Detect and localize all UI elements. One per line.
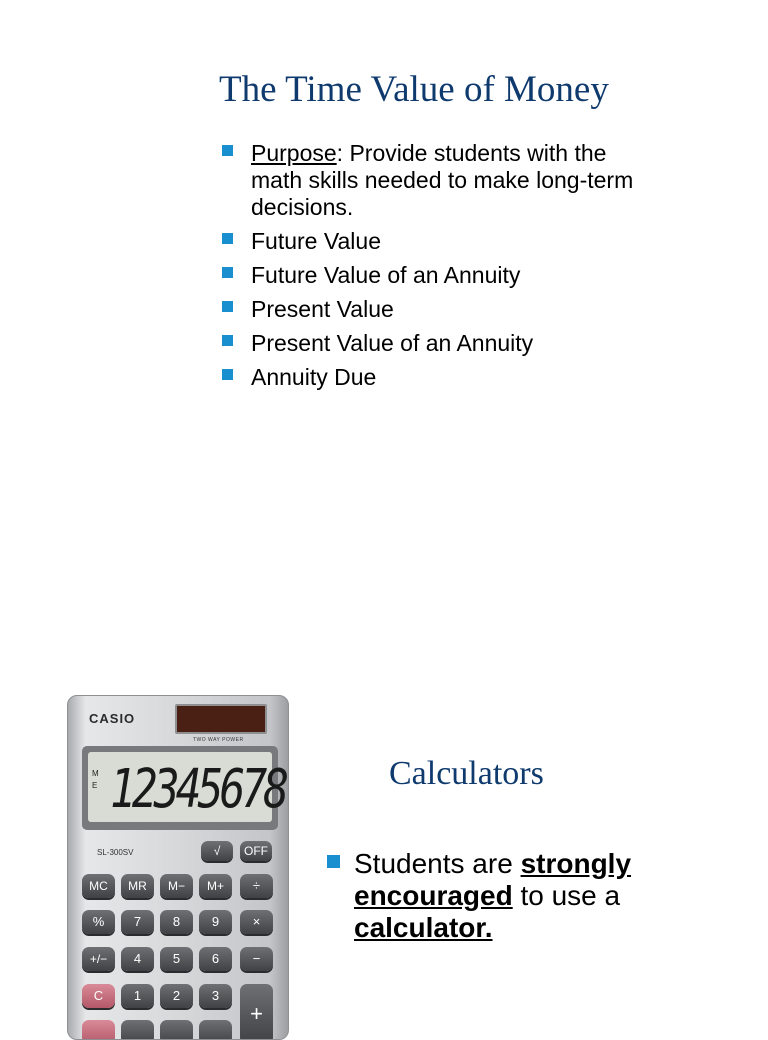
multiply-key: × [240, 910, 273, 934]
slide-calculators [0, 640, 768, 1024]
five-key: 5 [160, 947, 193, 971]
four-key: 4 [121, 947, 154, 971]
minus-key: − [240, 947, 273, 971]
bullet-item [222, 296, 662, 323]
m-minus-key: M− [160, 874, 193, 898]
square-bullet-icon [222, 301, 233, 312]
plus-key: + [240, 984, 273, 1040]
eight-key: 8 [160, 910, 193, 934]
calculator-brand: CASIO [89, 711, 136, 726]
display-digits: 12345678 [110, 758, 286, 821]
bottom-key [121, 1020, 154, 1040]
square-bullet-icon [222, 369, 233, 380]
clear-key: C [82, 984, 115, 1008]
bottom-left-key [82, 1020, 115, 1040]
emphasis-strongly-encouraged: strongly encouraged [354, 848, 632, 911]
calculator-display [88, 752, 286, 822]
two-key: 2 [160, 984, 193, 1008]
square-bullet-icon [327, 855, 340, 868]
bullet-item [327, 848, 667, 944]
mr-key: MR [121, 874, 154, 898]
slide-title: Calculators [389, 755, 544, 792]
bullet-item [222, 228, 662, 255]
m-plus-key: M+ [199, 874, 232, 898]
bullet-item [222, 262, 662, 289]
square-bullet-icon [222, 335, 233, 346]
solar-caption: TWO WAY POWER [193, 737, 244, 743]
bullet-text: Future Value [251, 228, 381, 254]
divide-key: ÷ [240, 874, 273, 898]
bullet-item [222, 330, 662, 357]
bullet-list [327, 848, 667, 944]
square-bullet-icon [222, 145, 233, 156]
bullet-text: Future Value of an Annuity [251, 262, 521, 288]
plus-minus-key: +/− [82, 947, 115, 971]
six-key: 6 [199, 947, 232, 971]
percent-key: % [82, 910, 115, 934]
bullet-purpose [222, 140, 662, 221]
slide-title: The Time Value of Money [219, 69, 609, 110]
bottom-key [199, 1020, 232, 1040]
mc-key: MC [82, 874, 115, 898]
off-key: OFF [240, 841, 272, 861]
error-indicator: E [92, 781, 98, 790]
three-key: 3 [199, 984, 232, 1008]
model-label: SL-300SV [97, 848, 134, 857]
square-bullet-icon [222, 267, 233, 278]
bullet-text: Present Value [251, 296, 394, 322]
bullet-text-part: to use a [512, 880, 621, 911]
seven-key: 7 [121, 910, 154, 934]
memory-indicator: M [92, 769, 99, 778]
display-indicators [92, 768, 99, 792]
solar-panel [175, 704, 267, 734]
nine-key: 9 [199, 910, 232, 934]
emphasis-calculator: calculator. [354, 912, 493, 943]
bullet-text: Annuity Due [251, 364, 377, 390]
bullet-text-part: Students are [354, 848, 521, 879]
purpose-label: Purpose [251, 140, 337, 166]
one-key: 1 [121, 984, 154, 1008]
purpose-text: : Provide students with the math skills needed to make long-term decisions. [251, 140, 634, 220]
square-bullet-icon [222, 233, 233, 244]
bullet-text: Present Value of an Annuity [251, 330, 534, 356]
calculator-image [67, 695, 289, 1040]
bullet-item [222, 364, 662, 391]
sqrt-key: √ [201, 841, 233, 861]
bottom-key [160, 1020, 193, 1040]
bullet-list [222, 140, 662, 398]
